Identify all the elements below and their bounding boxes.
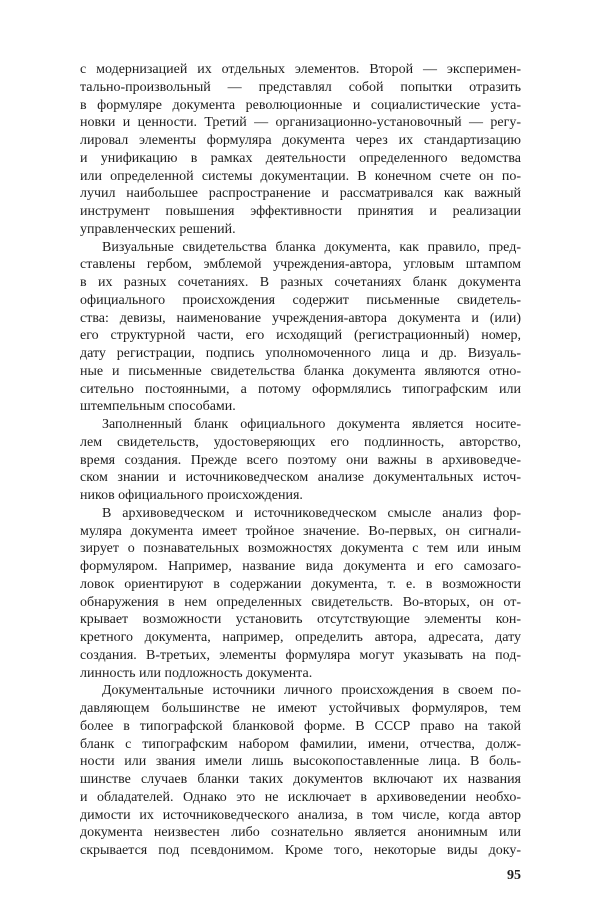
text-line: его структурной части, его исходящий (регистрационный) номер, (80, 328, 521, 344)
paragraph (80, 682, 521, 860)
text-line: инструмент повышения эффективности принятия и реализации (80, 204, 521, 219)
text-line: новки и ценности. Третий — организационно-установочный — регу- (80, 115, 521, 131)
text-line: ловок ориентируют в содержании документа, т. е. в возможности (80, 576, 521, 592)
text-line: лем свидетельств, удостоверяющих его подлинность, авторство, (80, 434, 521, 450)
text-line: дату регистрации, подпись уполномоченного лица и др. Визуаль- (80, 346, 521, 361)
text-line: ставлены гербом, эмблемой учреждения-автора, угловым штампом (80, 257, 521, 273)
paragraph (80, 416, 521, 505)
text-line: шинстве случаев бланки таких документов включают их названия (80, 772, 521, 787)
text-line: обнаружения в нем определенных свидетельств. Во-вторых, он от- (80, 594, 521, 610)
page-text-block (80, 61, 521, 860)
text-line: ском знании и источниковедческом анализе документальных источ- (80, 470, 521, 486)
text-line: формуляром. Например, название вида документа и его самозаго- (80, 559, 521, 574)
paragraph (80, 61, 521, 239)
text-line: и унификацию в рамках деятельности определенного ведомства (80, 150, 521, 166)
paragraph (80, 505, 521, 683)
text-line: лучил наибольшее распространение и рассматривался как важный (80, 186, 521, 202)
text-line: димости их источниковедческого анализа, в том числе, когда автор (80, 807, 521, 823)
text-line: ности или звания имели лишь высокопоставленные лица. В боль- (80, 754, 521, 770)
text-line: зирует о познавательных возможностях документа с тем или иным (80, 541, 521, 557)
text-line: и обладателей. Однако это не исключает в архивоведении необхо- (80, 789, 521, 805)
text-line: ства: девизы, наименование учреждения-автора документа и (или) (80, 310, 521, 326)
page-number: 95 (507, 868, 521, 883)
text-line: тально-произвольный — представлял собой попытки отразить (80, 79, 521, 95)
text-line: сительно постоянными, а потому оформлялись типографским или (80, 381, 521, 397)
text-line: Визуальные свидетельства бланка документа, как правило, пред- (102, 239, 521, 255)
text-line: создания. В-третьих, элементы формуляра могут указывать на под- (80, 647, 521, 663)
text-line: или определенной системы документации. В конечном счете он по- (80, 168, 521, 184)
text-line: в формуляре документа революционные и социалистические уста- (80, 97, 521, 113)
text-line: ные и письменные свидетельства бланка документа являются отно- (80, 363, 521, 379)
text-line: управленческих решений. (80, 221, 236, 237)
text-line: бланк с типографским набором фамилии, имени, отчества, долж- (80, 736, 521, 752)
text-line: лировал элементы формуляра документа через их стандартизацию (80, 133, 521, 148)
text-line: с модернизацией их отдельных элементов. Второй — эксперимен- (80, 62, 521, 77)
text-line: более в типографской бланковой форме. В СССР право на такой (80, 718, 521, 734)
text-line: официального происхождения содержит письменные свидетель- (80, 292, 521, 308)
text-line: В архивоведческом и источниковедческом смысле анализ фор- (102, 505, 521, 521)
text-line: кретного документа, например, определить автора, адресата, дату (80, 630, 521, 645)
text-line: в их разных сочетаниях. В разных сочетаниях бланк документа (80, 275, 521, 290)
text-line: крывает возможности установить отсутствующие элементы кон- (80, 612, 521, 628)
text-line: Документальные источники личного происхождения в своем по- (102, 683, 521, 699)
text-line: давляющем большинстве не имеют устойчивых формуляров, тем (80, 701, 521, 716)
text-line: документа неизвестен либо сознательно является анонимным или (80, 825, 521, 841)
text-line: штемпельным способами. (80, 399, 236, 415)
text-line: скрывается под псевдонимом. Кроме того, некоторые виды доку- (80, 843, 521, 858)
text-line: время создания. Прежде всего поэтому они важны в архивоведче- (80, 452, 521, 468)
paragraph (80, 239, 521, 417)
text-line: линность или подложность документа. (80, 665, 313, 681)
text-line: Заполненный бланк официального документа является носите- (102, 417, 521, 432)
text-line: муляра документа имеет тройное значение. Во-первых, он сигнали- (80, 523, 521, 539)
text-line: ников официального происхождения. (80, 488, 303, 503)
